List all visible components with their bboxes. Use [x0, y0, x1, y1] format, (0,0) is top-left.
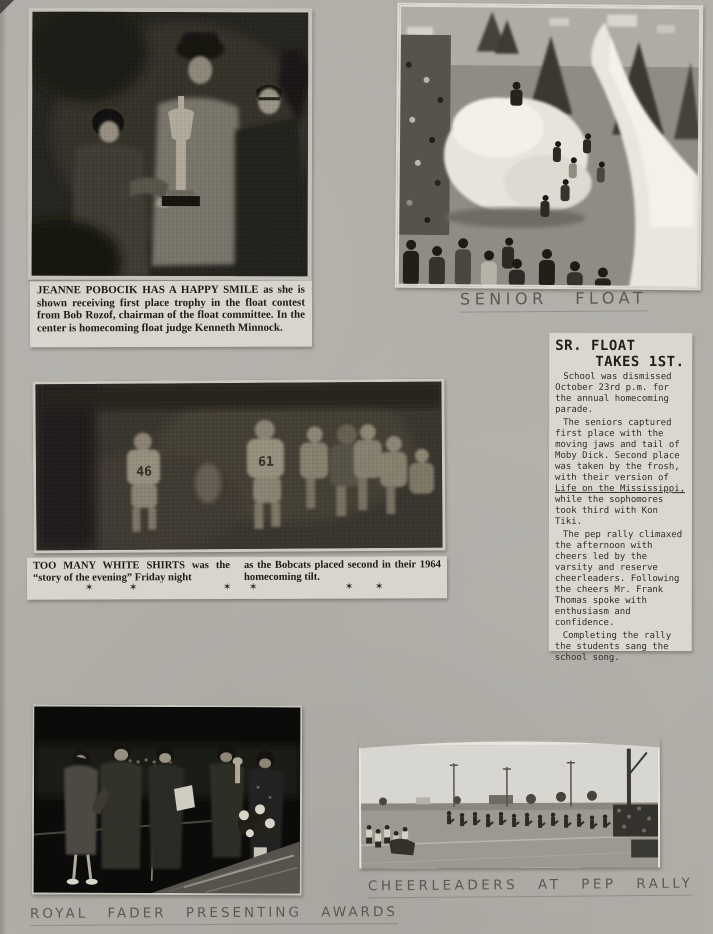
- sr-float-article-clipping: [549, 333, 693, 663]
- football-caption-col1-rest: was the “story of the evening” Friday night: [32, 560, 230, 584]
- page-edge-shadow: [0, 0, 7, 934]
- trophy-presentation-photo: [28, 8, 313, 281]
- football-photo-illustration: [35, 382, 442, 551]
- awards-caption: [30, 904, 398, 922]
- article-paragraph-4: Completing the rally the students sang the school song.: [554, 630, 672, 663]
- panorama-print: [359, 738, 660, 868]
- star-icon: ✶: [129, 582, 138, 594]
- trophy-photo-illustration: [32, 12, 309, 277]
- article-headline-line1: SR. FLOAT: [555, 337, 636, 355]
- article-paragraph-3: The pep rally climaxed the afternoon with cheers led by the varsity and reserve cheerleaders. Following the cheers Mr. Frank Thomas spoke with enthusiasm and confidence.: [554, 529, 683, 628]
- article-paragraph-2-underlined-title: Life on the Mississippi,: [554, 483, 686, 495]
- football-caption-clipping: [27, 556, 447, 599]
- senior-float-caption-text: SENIOR FLOAT: [460, 288, 647, 312]
- article-paragraph-2-pre: The seniors captured first place with the moving jaws and tail of Moby Dick. Second place was taken by the frosh, with their version of: [555, 417, 680, 484]
- trophy-caption-text: [37, 284, 305, 335]
- pep-rally-caption-text: CHEERLEADERS AT PEP RALLY: [368, 876, 694, 899]
- awards-presentation-photo: [32, 705, 303, 896]
- foreground-bench: [631, 839, 658, 857]
- pep-rally-illustration: [361, 744, 658, 868]
- senior-float-illustration: [397, 5, 701, 289]
- awards-caption-text: ROYAL FADER PRESENTING AWARDS: [30, 904, 398, 926]
- senior-float-caption: [460, 288, 647, 308]
- left-crowd: [397, 35, 451, 235]
- senior-float-photo: [395, 3, 703, 291]
- article-paragraph-2-post: while the sophomores took third with Kon Tiki.: [554, 494, 664, 527]
- star-icon: ✶: [223, 582, 232, 594]
- trophy-caption-lead: JEANNE POBOCIK HAS A HAPPY SMILE: [36, 283, 259, 297]
- article-paragraph-1: School was dismissed October 23rd p.m. for the annual homecoming parade.: [555, 371, 672, 415]
- star-icon: ✶: [249, 581, 258, 593]
- pep-rally-caption: [368, 876, 694, 895]
- article-paragraph-2: [555, 418, 687, 528]
- awards-photo-illustration: [34, 707, 301, 894]
- football-caption-col2: as the Bobcats placed second in their 1964 homecoming tilt.: [243, 559, 441, 583]
- right-crowd: [613, 804, 658, 836]
- football-caption-col1: [33, 560, 230, 585]
- star-icon: ✶: [345, 581, 354, 593]
- trophy-caption-rest: as she is shown receiving first place trophy in the float contest from Bob Rozof, chairman of the float committee. In the center is homecoming float judge Kenneth Minnock.: [36, 283, 306, 335]
- star-icon: ✶: [85, 582, 94, 594]
- article-headline-line2: TAKES 1ST.: [595, 353, 685, 371]
- football-caption-lead: TOO MANY WHITE SHIRTS: [32, 560, 185, 572]
- script-paper: [174, 785, 195, 811]
- star-icon: ✶: [375, 581, 384, 593]
- pep-rally-panorama-photo: [359, 738, 660, 868]
- football-game-photo: [32, 379, 445, 554]
- trophy-caption-clipping: [30, 281, 312, 348]
